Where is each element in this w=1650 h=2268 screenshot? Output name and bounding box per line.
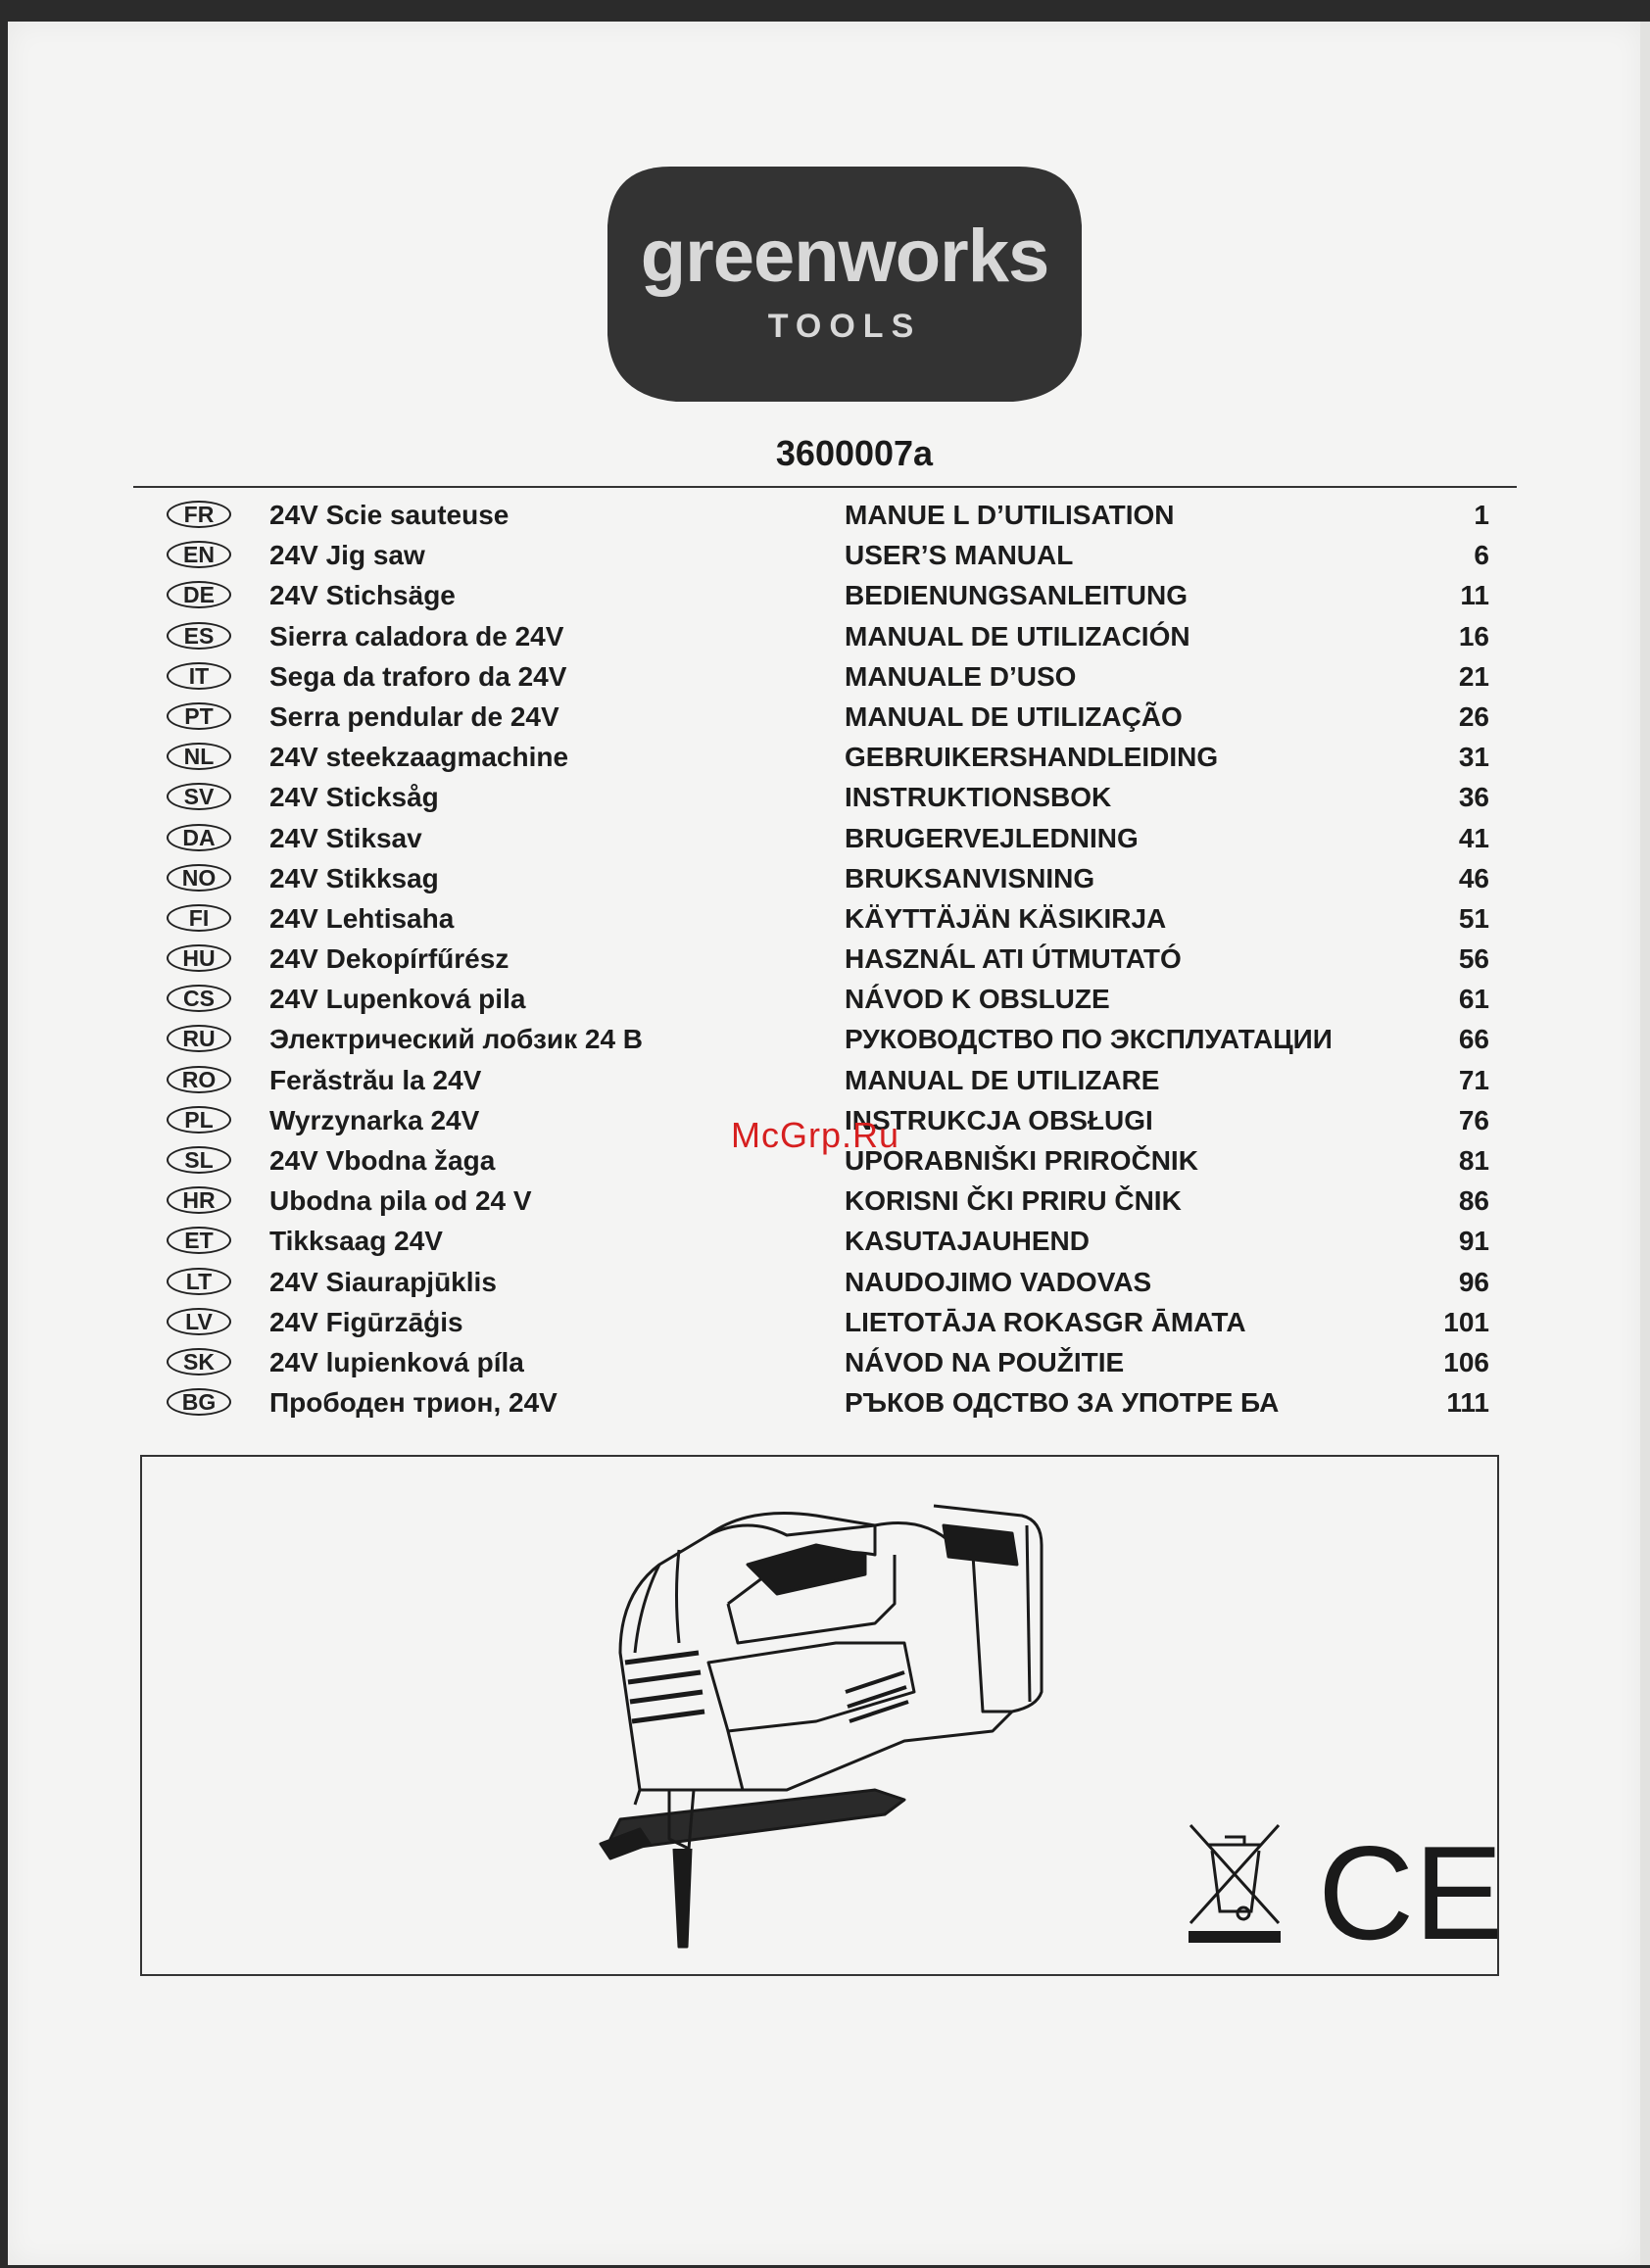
language-code-badge: NL bbox=[167, 743, 231, 770]
language-code-badge: LT bbox=[167, 1268, 231, 1295]
page-number: 1 bbox=[1474, 500, 1489, 530]
manual-name: NAUDOJIMO VADOVAS bbox=[845, 1266, 1152, 1297]
language-code-badge: FR bbox=[167, 501, 231, 528]
page-number: 101 bbox=[1443, 1306, 1489, 1337]
page-number: 26 bbox=[1458, 700, 1489, 732]
toc-row bbox=[167, 1222, 1489, 1262]
manual-name: MANUALE D’USO bbox=[845, 660, 1077, 692]
language-code-badge: EN bbox=[167, 541, 231, 568]
language-code-badge: DA bbox=[167, 824, 231, 851]
page-number: 6 bbox=[1474, 540, 1489, 571]
toc-row bbox=[167, 698, 1489, 738]
product-title: 24V Lehtisaha bbox=[269, 902, 455, 934]
toc-row bbox=[167, 657, 1489, 698]
language-code-badge: BG bbox=[167, 1388, 231, 1416]
product-title: 24V lupienková píla bbox=[269, 1346, 524, 1377]
page-number: 16 bbox=[1458, 620, 1489, 651]
page-number: 31 bbox=[1458, 742, 1489, 773]
toc-row bbox=[167, 940, 1489, 980]
manual-name: INSTRUKTIONSBOK bbox=[845, 782, 1112, 813]
page-number: 41 bbox=[1458, 822, 1489, 853]
toc-row bbox=[167, 1343, 1489, 1383]
manual-name: KORISNI ČKI PRIRU ČNIK bbox=[845, 1185, 1182, 1217]
watermark-text: McGrp.Ru bbox=[731, 1115, 900, 1155]
product-title: Ubodna pila od 24 V bbox=[269, 1185, 532, 1217]
product-title: Sierra caladora de 24V bbox=[269, 620, 564, 651]
toc-row bbox=[167, 819, 1489, 859]
greenworks-logo bbox=[602, 155, 1088, 413]
page-number: 61 bbox=[1458, 984, 1489, 1015]
language-code-badge: HU bbox=[167, 944, 231, 972]
language-code-badge: RO bbox=[167, 1066, 231, 1093]
toc-row bbox=[167, 576, 1489, 616]
toc-row bbox=[167, 1383, 1489, 1424]
language-code-badge: ET bbox=[167, 1227, 231, 1254]
product-title: 24V Sticksåg bbox=[269, 782, 439, 813]
toc-row bbox=[167, 1020, 1489, 1060]
product-title: 24V Lupenková pila bbox=[269, 984, 526, 1015]
product-title: 24V Vbodna žaga bbox=[269, 1145, 496, 1176]
product-title: 24V Stiksav bbox=[269, 822, 422, 853]
manual-name: USER’S MANUAL bbox=[845, 540, 1074, 571]
manual-name: MANUAL DE UTILIZAÇÃO bbox=[845, 700, 1183, 732]
page-number: 91 bbox=[1458, 1226, 1489, 1257]
ce-mark-icon bbox=[1318, 1818, 1503, 1967]
page-number: 66 bbox=[1458, 1024, 1489, 1055]
toc-row bbox=[167, 1303, 1489, 1343]
manual-name: MANUAL DE UTILIZARE bbox=[845, 1064, 1160, 1095]
language-code-badge: HR bbox=[167, 1186, 231, 1214]
language-code-badge: PT bbox=[167, 702, 231, 730]
language-code-badge: ES bbox=[167, 622, 231, 650]
toc-row bbox=[167, 1061, 1489, 1101]
product-figure-box bbox=[140, 1455, 1503, 1976]
product-title: 24V Stikksag bbox=[269, 862, 439, 893]
product-title: Serra pendular de 24V bbox=[269, 700, 559, 732]
toc-row bbox=[167, 980, 1489, 1020]
language-code-badge: DE bbox=[167, 581, 231, 608]
toc-row bbox=[167, 738, 1489, 778]
manual-name: NÁVOD K OBSLUZE bbox=[845, 984, 1110, 1015]
page-number: 36 bbox=[1458, 782, 1489, 813]
page-number: 71 bbox=[1458, 1064, 1489, 1095]
product-title: 24V Siaurapjūklis bbox=[269, 1266, 497, 1297]
toc-row bbox=[167, 1182, 1489, 1222]
manual-name: NÁVOD NA POUŽITIE bbox=[845, 1346, 1125, 1377]
manual-name: BRUKSANVISNING bbox=[845, 862, 1095, 893]
page-number: 76 bbox=[1458, 1104, 1489, 1135]
page-number: 81 bbox=[1458, 1145, 1489, 1176]
product-title: Ferăstrău la 24V bbox=[269, 1064, 482, 1095]
toc-row bbox=[167, 496, 1489, 536]
manual-name: BEDIENUNGSANLEITUNG bbox=[845, 580, 1189, 611]
product-title: Электрический лобзик 24 В bbox=[269, 1024, 644, 1055]
manual-name: LIETOTĀJA ROKASGR ĀMATA bbox=[845, 1306, 1246, 1337]
toc-row bbox=[167, 617, 1489, 657]
page-number: 21 bbox=[1458, 660, 1489, 692]
manual-name: UPORABNIŠKI PRIROČNIK bbox=[845, 1145, 1198, 1176]
language-code-badge: SL bbox=[167, 1146, 231, 1174]
language-code-badge: SV bbox=[167, 783, 231, 810]
manual-name: MANUE L D’UTILISATION bbox=[845, 500, 1175, 530]
header-divider bbox=[133, 486, 1517, 488]
language-code-badge: NO bbox=[167, 864, 231, 892]
brand-subtitle: TOOLS bbox=[767, 308, 922, 345]
toc-row bbox=[167, 859, 1489, 899]
language-code-badge: IT bbox=[167, 662, 231, 690]
model-code: 3600007a bbox=[775, 433, 934, 473]
product-title: 24V steekzaagmachine bbox=[269, 742, 569, 773]
weee-bin-icon bbox=[1181, 1815, 1288, 1943]
toc-row bbox=[167, 778, 1489, 818]
product-title: 24V Figūrzāģis bbox=[269, 1306, 463, 1337]
brand-name: greenworks bbox=[640, 215, 1049, 298]
manual-name: GEBRUIKERSHANDLEIDING bbox=[845, 742, 1219, 773]
page-number: 96 bbox=[1458, 1266, 1489, 1297]
page-number: 86 bbox=[1458, 1185, 1489, 1217]
language-code-badge: PL bbox=[167, 1106, 231, 1134]
product-title: Sega da traforo da 24V bbox=[269, 660, 567, 692]
page-edge bbox=[1640, 22, 1650, 2265]
manual-name: HASZNÁL ATI ÚTMUTATÓ bbox=[845, 943, 1182, 975]
language-code-badge: LV bbox=[167, 1308, 231, 1335]
product-title: 24V Scie sauteuse bbox=[269, 500, 510, 530]
product-title: 24V Stichsäge bbox=[269, 580, 456, 611]
manual-name: KÄYTTÄJÄN KÄSIKIRJA bbox=[845, 902, 1167, 934]
manual-name: РУКОВОДСТВО ПО ЭКСПЛУАТАЦИИ bbox=[845, 1024, 1333, 1055]
manual-name: KASUTAJAUHEND bbox=[845, 1226, 1090, 1257]
page-number: 56 bbox=[1458, 943, 1489, 975]
language-code-badge: FI bbox=[167, 904, 231, 932]
page-number: 111 bbox=[1446, 1387, 1489, 1419]
page-number: 11 bbox=[1460, 580, 1489, 611]
language-code-badge: CS bbox=[167, 985, 231, 1012]
product-title: 24V Dekopírfűrész bbox=[269, 943, 510, 975]
page-number: 51 bbox=[1458, 902, 1489, 934]
product-title: Tikksaag 24V bbox=[269, 1226, 443, 1257]
toc-row bbox=[167, 899, 1489, 940]
toc-row bbox=[167, 536, 1489, 576]
manual-name: BRUGERVEJLEDNING bbox=[845, 822, 1139, 853]
table-of-contents bbox=[167, 496, 1489, 1424]
manual-name: INSTRUKCJA OBSŁUGI bbox=[845, 1104, 1153, 1135]
manual-name: MANUAL DE UTILIZACIÓN bbox=[845, 620, 1190, 651]
manual-name: РЪКОВ ОДСТВО ЗА УПОТРЕ БА bbox=[845, 1387, 1280, 1419]
jigsaw-illustration bbox=[581, 1496, 1130, 1956]
product-title: 24V Jig saw bbox=[269, 540, 425, 571]
language-code-badge: RU bbox=[167, 1025, 231, 1052]
ce-mark-text: CE bbox=[1318, 1818, 1503, 1967]
product-title: Wyrzynarka 24V bbox=[269, 1104, 480, 1135]
language-code-badge: SK bbox=[167, 1348, 231, 1375]
toc-row bbox=[167, 1263, 1489, 1303]
page-number: 106 bbox=[1443, 1346, 1489, 1377]
product-title: Прободен трион, 24V bbox=[269, 1387, 558, 1419]
page-number: 46 bbox=[1458, 862, 1489, 893]
